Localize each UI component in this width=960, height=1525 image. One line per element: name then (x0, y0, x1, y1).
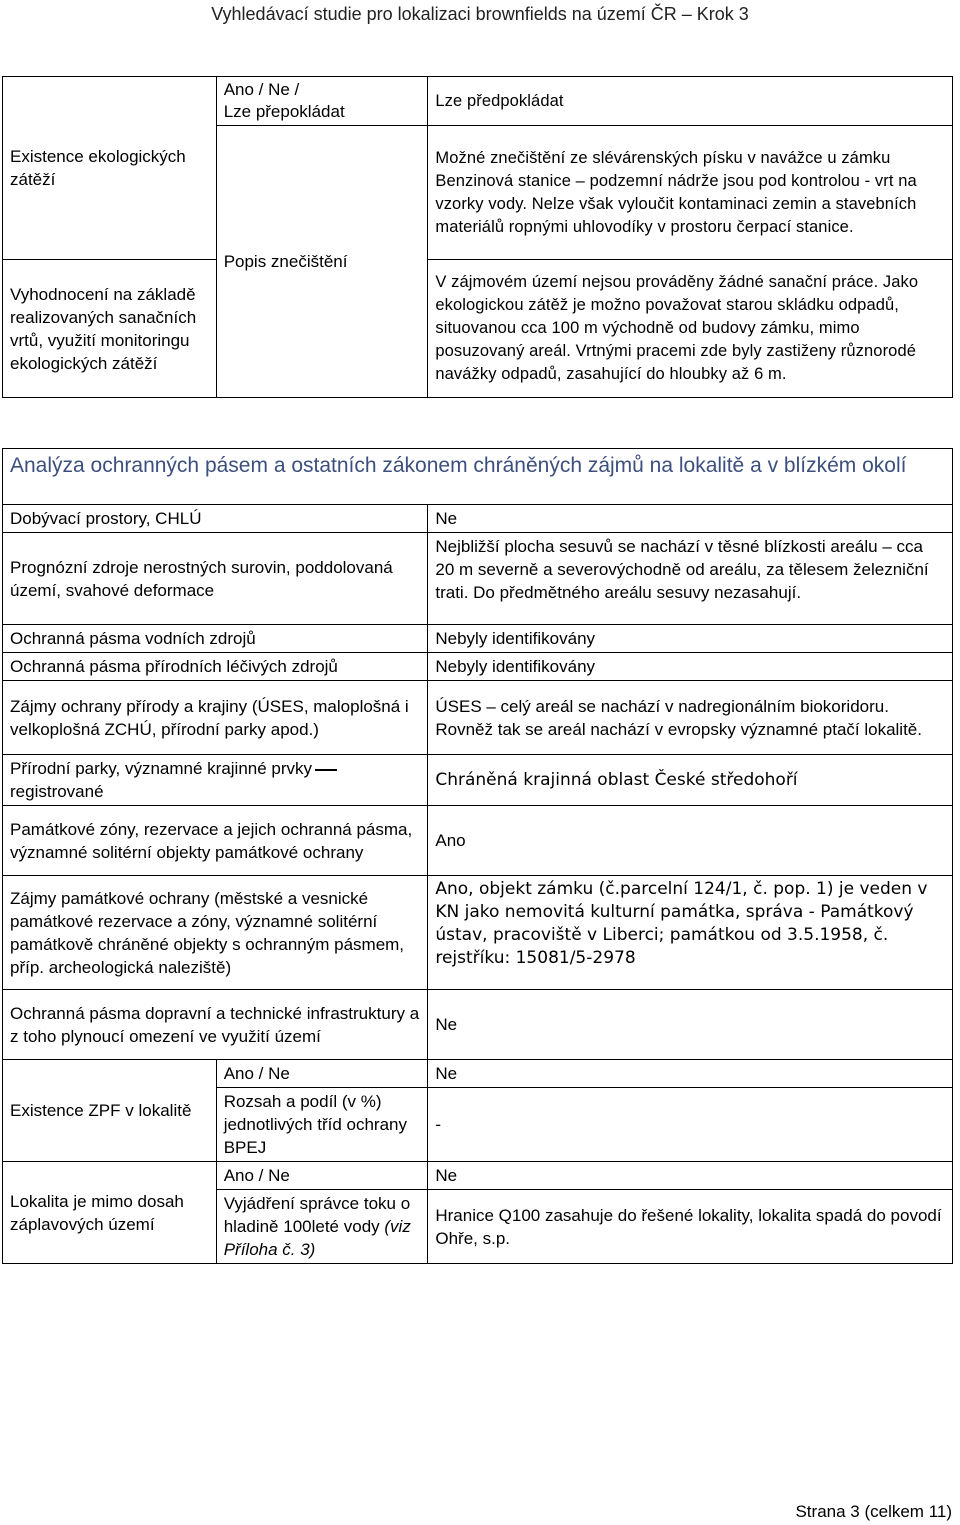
row-value-vodni-zdroje: Nebyly identifikovány (428, 625, 953, 653)
row-value-pamatkova-ochrana: Ano, objekt zámku (č.parcelní 124/1, č. pop. 1) je veden v KN jako nemovitá kulturní památka, správa - Památkový ústav, pracoviště v Liberci; památkou od 3.5.1958, č. rejstříku: 15081/5-2978 (428, 876, 953, 990)
row-label-pamatkova-ochrana: Zájmy památkové ochrany (městské a vesnické památkové rezervace a zóny, významné solitérní památkově chráněné objekty s ochranným pásmem, příp. archeologická naleziště) (3, 876, 428, 990)
row-label-prognozni: Prognózní zdroje nerostných surovin, poddolovaná území, svahové deformace (3, 533, 428, 625)
row-label-priroda: Zájmy ochrany přírody a krajiny (ÚSES, maloplošná i velkoplošná ZCHÚ, přírodní parky apod.) (3, 681, 428, 755)
row-value-infrastruktura: Ne (428, 990, 953, 1060)
zaplava-label: Lokalita je mimo dosah záplavových území (3, 1162, 217, 1264)
page-header: Vyhledávací studie pro lokalizaci brownfields na území ČR – Krok 3 (211, 4, 749, 24)
row-value-pamatkove-zony: Ano (428, 806, 953, 876)
row-label-lecive-zdroje: Ochranná pásma přírodních léčivých zdrojů (3, 653, 428, 681)
row-label-dobyvaci: Dobývací prostory, CHLÚ (3, 505, 428, 533)
zaplava-val2: Hranice Q100 zasahuje do řešené lokality, lokalita spadá do povodí Ohře, s.p. (428, 1190, 953, 1264)
contamination-table (2, 76, 953, 398)
row-label-parky (3, 755, 428, 806)
zaplava-val1: Ne (428, 1162, 953, 1190)
vyhodnoceni-label: Vyhodnocení na základě realizovaných sanačních vrtů, využití monitoringu ekologických zátěží (3, 260, 217, 398)
zpf-label: Existence ZPF v lokalitě (3, 1060, 217, 1162)
existence-options-line2: Lze přepokládat (223, 102, 345, 121)
row-value-dobyvaci: Ne (428, 505, 953, 533)
zpf-sub1: Ano / Ne (216, 1060, 428, 1088)
row-value-prognozni: Nejbližší plocha sesuvů se nachází v těsné blízkosti areálu – cca 20 m severně a severovýchodně od areálu, za tělesem železniční trati. Do předmětného areálu sesuvy nezasahují. (428, 533, 953, 625)
zaplava-sub2-note: (viz Příloha č. 3) (223, 1217, 411, 1259)
zaplava-sub2-main: Vyjádření správce toku o hladině 100leté vody (223, 1194, 411, 1236)
row-label-parky-part1: Přírodní parky, významné krajinné prvky (10, 759, 313, 778)
dash-mark (315, 769, 337, 771)
zpf-val1: Ne (428, 1060, 953, 1088)
section-title: Analýza ochranných pásem a ostatních zákonem chráněných zájmů na lokalitě a v blízkém okolí (3, 449, 953, 505)
row-value-parky: Chráněná krajinná oblast České středohoří (428, 755, 953, 806)
row-label-vodni-zdroje: Ochranná pásma vodních zdrojů (3, 625, 428, 653)
existence-options (216, 77, 428, 126)
popis-label: Popis znečištění (216, 126, 428, 398)
vyhodnoceni-text: V zájmovém území nejsou prováděny žádné sanační práce. Jako ekologickou zátěž je možno považovat starou skládku odpadů, situovanou cca 100 m východně od budovy zámku, mimo posuzovaný areál. Vrtnými pracemi zde byly zastiženy různorodé navážky odpadů, zasahující do hloubky až 6 m. (428, 260, 953, 398)
zaplava-sub1: Ano / Ne (216, 1162, 428, 1190)
row-label-pamatkove-zony: Památkové zóny, rezervace a jejich ochranná pásma, významné solitérní objekty památkové ochrany (3, 806, 428, 876)
existence-label: Existence ekologických zátěží (3, 77, 217, 260)
row-value-priroda: ÚSES – celý areál se nachází v nadregionálním biokoridoru. Rovněž tak se areál nachází v evropsky významné ptačí lokalitě. (428, 681, 953, 755)
page-footer: Strana 3 (celkem 11) (795, 1502, 952, 1521)
popis-text: Možné znečištění ze slévárenských písku v navážce u zámku Benzinová stanice – podzemní nádrže jsou pod kontrolou - vrt na vzorky vody. Nelze však vyloučit kontaminaci zemin a stavebních materiálů ropnými uhlovodíky v prostoru čerpací stanice. (428, 126, 953, 260)
existence-options-line1: Ano / Ne / (223, 80, 300, 99)
zaplava-sub2 (216, 1190, 428, 1264)
row-label-parky-part2: registrované (10, 782, 104, 801)
existence-value: Lze předpokládat (428, 77, 953, 126)
protection-zones-table (2, 448, 953, 1264)
zpf-sub2: Rozsah a podíl (v %) jednotlivých tříd ochrany BPEJ (216, 1088, 428, 1162)
row-value-lecive-zdroje: Nebyly identifikovány (428, 653, 953, 681)
row-label-infrastruktura: Ochranná pásma dopravní a technické infrastruktury a z toho plynoucí omezení ve využití území (3, 990, 428, 1060)
zpf-val2: - (428, 1088, 953, 1162)
